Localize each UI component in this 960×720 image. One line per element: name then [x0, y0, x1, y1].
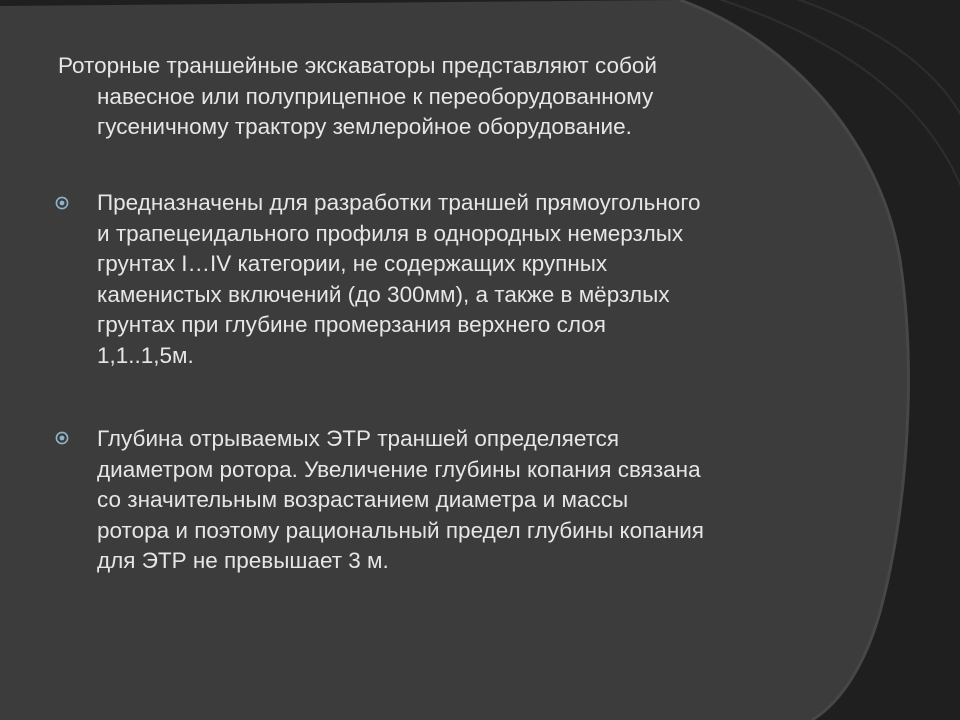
intro-line: гусеничному трактору землеройное оборудование.	[97, 114, 632, 139]
bullet-line: Глубина отрываемых ЭТР траншей определяется	[97, 426, 620, 451]
bullet-paragraph-depth	[97, 424, 704, 577]
bullet-line: для ЭТР не превышает 3 м.	[97, 548, 389, 573]
bullet-line: грунтах при глубине промерзания верхнего слоя	[97, 312, 606, 337]
bullet-line: грунтах I…IV категории, не содержащих крупных	[97, 251, 608, 276]
intro-paragraph	[58, 51, 657, 143]
bullet-line: ротора и поэтому рациональный предел глубины копания	[97, 517, 704, 543]
bullet-line: со значительным возрастанием диаметра и массы	[97, 487, 629, 512]
bullet-line: 1,1..1,5м.	[97, 342, 194, 368]
intro-line: навесное или полуприцепное к переоборудованному	[97, 83, 654, 109]
intro-line: Роторные траншейные экскаваторы представляют собой	[58, 53, 657, 78]
bullet-line: диаметром ротора. Увеличение глубины копания связана	[97, 456, 701, 482]
bullet-line: и трапецеидального профиля в однородных немерзлых	[97, 220, 684, 246]
bullet-line: каменистых включений (до 300мм), а также в мёрзлых	[97, 281, 670, 307]
bullet-line: Предназначены для разработки траншей прямоугольного	[97, 190, 701, 215]
bullet-paragraph-purpose	[97, 188, 701, 371]
